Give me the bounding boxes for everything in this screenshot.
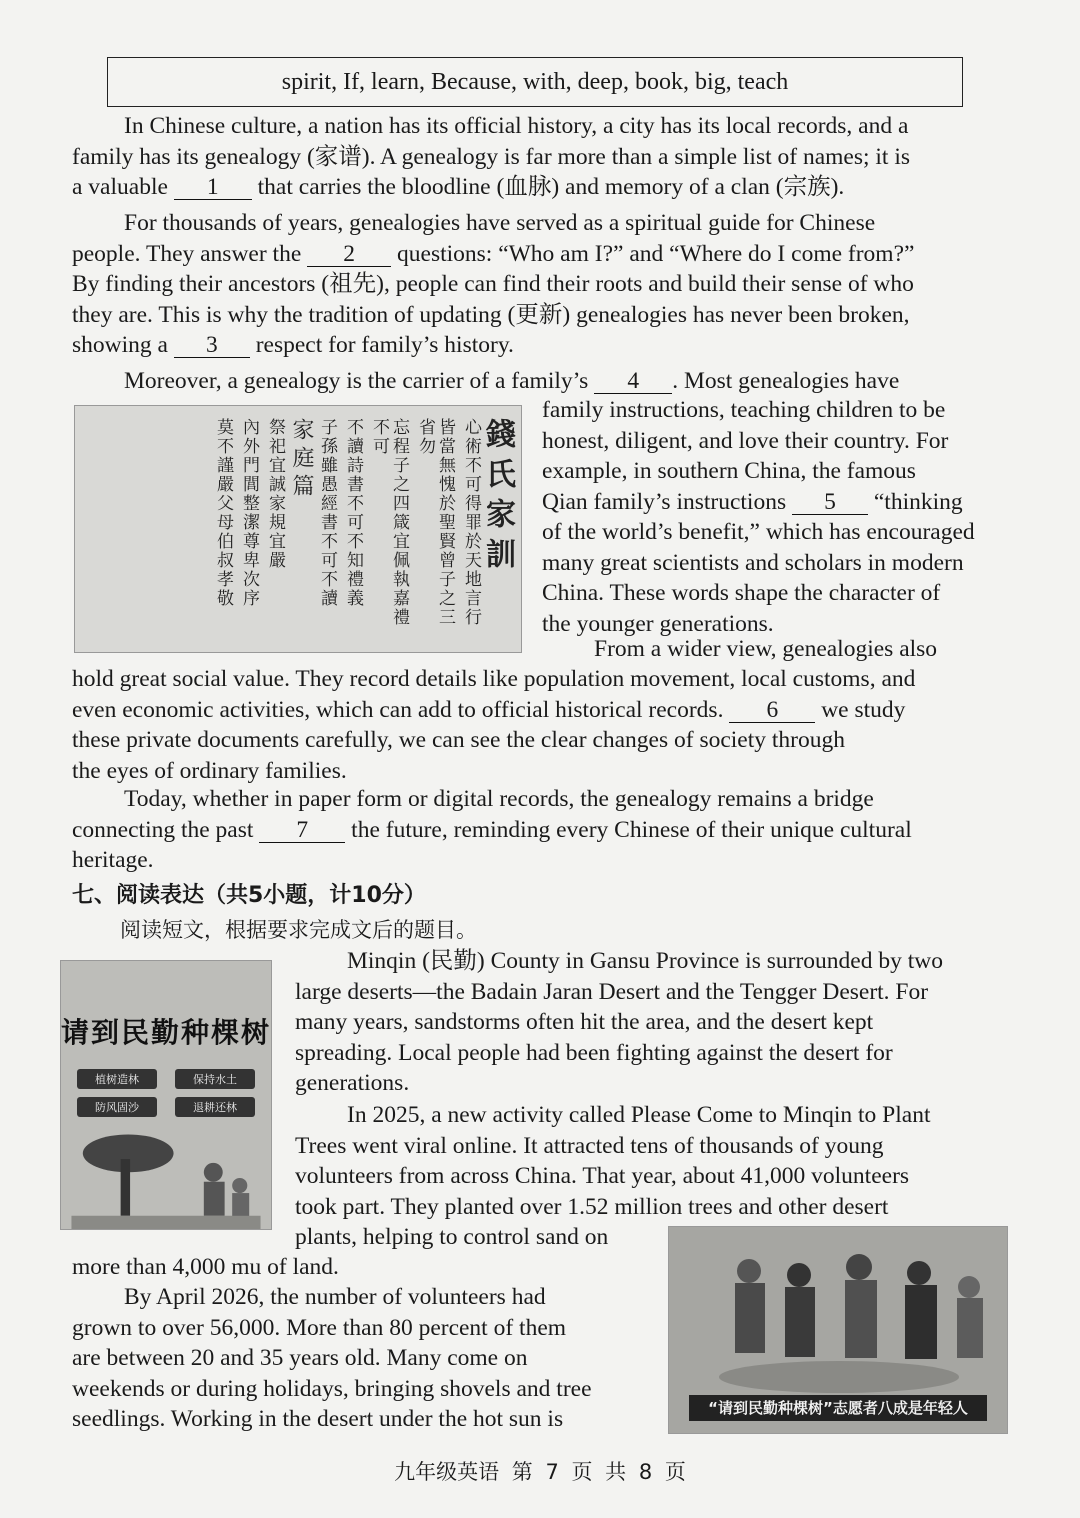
blank-2[interactable]: 2 bbox=[307, 242, 391, 267]
text-line: By April 2026, the number of volunteers had bbox=[124, 1284, 546, 1310]
reading-paragraph-2-end bbox=[72, 1252, 652, 1283]
text-line: From a wider view, genealogies also bbox=[594, 636, 938, 662]
paragraph-3-body bbox=[542, 395, 1008, 639]
text-line: a valuable 1 that carries the bloodline (血脉) and memory of a clan (宗族). bbox=[72, 174, 845, 200]
family-instructions-image bbox=[74, 405, 522, 653]
blank-6[interactable]: 6 bbox=[729, 698, 815, 723]
page-footer: 九年级英语 第 7 页 共 8 页 bbox=[394, 1460, 686, 1484]
section-heading: 七、阅读表达（共5小题，计10分） bbox=[72, 883, 426, 908]
text-line: honest, diligent, and love their country. For bbox=[542, 427, 949, 454]
photo-caption: “请到民勤种棵树”志愿者八成是年轻人 bbox=[689, 1395, 987, 1421]
text-line: they are. This is why the tradition of updating (更新) genealogies has never been broken, bbox=[72, 301, 910, 328]
blank-3[interactable]: 3 bbox=[174, 333, 250, 358]
text-line: China. These words shape the character of bbox=[542, 580, 941, 606]
calligraphy-scroll bbox=[75, 406, 521, 652]
text-line: generations. bbox=[295, 1070, 410, 1096]
text-line: people. They answer the 2 questions: “Who am I?” and “Where do I come from?” bbox=[72, 240, 915, 267]
calligraphy-column: 不讀詩書不可不知禮義 bbox=[343, 418, 363, 608]
text-line: In Chinese culture, a nation has its official history, a city has its local records, and a bbox=[124, 113, 909, 139]
paragraph-4-head bbox=[594, 634, 1008, 665]
text-line: volunteers from across China. That year, about 41,000 volunteers bbox=[295, 1163, 910, 1189]
text-line: many great scientists and scholars in modern bbox=[542, 549, 964, 576]
text-line: hold great social value. They record details like population movement, local customs, and bbox=[72, 666, 916, 692]
poster-tag: 植树造林 bbox=[77, 1069, 157, 1089]
word-bank-box bbox=[107, 57, 963, 107]
text-line: took part. They planted over 1.52 million trees and other desert bbox=[295, 1193, 889, 1220]
text-line: showing a 3 respect for family’s history. bbox=[72, 332, 514, 358]
tree-planting-illustration bbox=[66, 1125, 266, 1229]
poster-title: 请到民勤种棵树 bbox=[61, 1016, 272, 1049]
text-line: these private documents carefully, we can see the clear changes of society through bbox=[72, 727, 845, 753]
text-line: connecting the past 7 the future, reminding every Chinese of their unique cultural bbox=[72, 816, 912, 843]
paragraph-4 bbox=[72, 664, 1008, 786]
text-line: Today, whether in paper form or digital records, the genealogy remains a bridge bbox=[124, 786, 874, 812]
text-line: grown to over 56,000. More than 80 percent of them bbox=[72, 1314, 567, 1341]
reading-paragraph-1 bbox=[295, 946, 1008, 1099]
poster-tag: 保持水土 bbox=[175, 1069, 255, 1089]
text-line: Trees went viral online. It attracted tens of thousands of young bbox=[295, 1132, 884, 1159]
text-line: the eyes of ordinary families. bbox=[72, 757, 347, 784]
calligraphy-subtitle: 家庭篇 bbox=[289, 418, 314, 502]
poster-tag: 退耕还林 bbox=[175, 1097, 255, 1117]
text-line: For thousands of years, genealogies have served as a spiritual guide for Chinese bbox=[124, 210, 876, 236]
poster-tags bbox=[77, 1069, 255, 1117]
calligraphy-title: 錢氏家訓 bbox=[480, 418, 515, 578]
reading-paragraph-3 bbox=[72, 1282, 650, 1435]
volunteers-photo bbox=[668, 1226, 1008, 1434]
text-line: spreading. Local people had been fighting against the desert for bbox=[295, 1039, 893, 1066]
minqin-poster-image bbox=[60, 960, 272, 1230]
text-line: more than 4,000 mu of land. bbox=[72, 1254, 339, 1280]
calligraphy-column: 莫不謹嚴父母伯叔孝敬 bbox=[213, 418, 233, 608]
text-line: Qian family’s instructions 5 “thinking bbox=[542, 488, 963, 515]
text-line: heritage. bbox=[72, 847, 154, 873]
text-line: Moreover, a genealogy is the carrier of a family’s 4 . Most genealogies have bbox=[124, 368, 900, 394]
text-line: weekends or during holidays, bringing shovels and tree bbox=[72, 1375, 592, 1402]
text-line: many years, sandstorms often hit the area, and the desert kept bbox=[295, 1009, 874, 1035]
calligraphy-column: 忘程子之四箴宜佩執嘉禮不可 bbox=[369, 418, 409, 627]
calligraphy-column: 心術不可得罪於天地言行 bbox=[461, 418, 481, 627]
blank-5[interactable]: 5 bbox=[792, 490, 868, 515]
calligraphy-column: 祭祀宜誠家規宜嚴 bbox=[265, 418, 285, 570]
calligraphy-column: 內外門閭整潔尊卑次序 bbox=[239, 418, 259, 608]
text-line: Minqin (民勤) County in Gansu Province is surrounded by two bbox=[347, 948, 943, 974]
text-line: large deserts—the Badain Jaran Desert and the Tengger Desert. For bbox=[295, 978, 929, 1005]
paragraph-1 bbox=[72, 111, 1008, 203]
text-line: the younger generations. bbox=[542, 610, 774, 637]
text-line: seedlings. Working in the desert under the hot sun is bbox=[72, 1406, 564, 1432]
text-line: family instructions, teaching children to be bbox=[542, 397, 946, 423]
text-line: even economic activities, which can add to official historical records. 6 we study bbox=[72, 696, 906, 723]
section-instruction: 阅读短文，根据要求完成文后的题目。 bbox=[120, 918, 477, 942]
calligraphy-column: 皆當無愧於聖賢曾子之三省勿 bbox=[415, 418, 455, 627]
text-line: are between 20 and 35 years old. Many come on bbox=[72, 1345, 528, 1371]
blank-7[interactable]: 7 bbox=[259, 818, 345, 843]
text-line: example, in southern China, the famous bbox=[542, 458, 916, 484]
paragraph-3-head bbox=[72, 366, 1008, 397]
paragraph-5 bbox=[72, 784, 1008, 876]
word-bank: spirit, If, learn, Because, with, deep, book, big, teach bbox=[281, 68, 789, 95]
paragraph-2 bbox=[72, 208, 1008, 361]
blank-4[interactable]: 4 bbox=[594, 369, 672, 394]
calligraphy-column: 子孫雖愚經書不可不讀 bbox=[317, 418, 337, 608]
poster-tag: 防风固沙 bbox=[77, 1097, 157, 1117]
blank-1[interactable]: 1 bbox=[174, 175, 252, 200]
text-line: family has its genealogy (家谱). A genealogy is far more than a simple list of names; it is bbox=[72, 143, 910, 170]
text-line: By finding their ancestors (祖先), people can find their roots and build their sense of who bbox=[72, 271, 914, 297]
text-line: plants, helping to control sand on bbox=[295, 1224, 609, 1250]
text-line: of the world’s benefit,” which has encouraged bbox=[542, 519, 975, 545]
text-line: In 2025, a new activity called Please Come to Minqin to Plant bbox=[347, 1102, 931, 1128]
